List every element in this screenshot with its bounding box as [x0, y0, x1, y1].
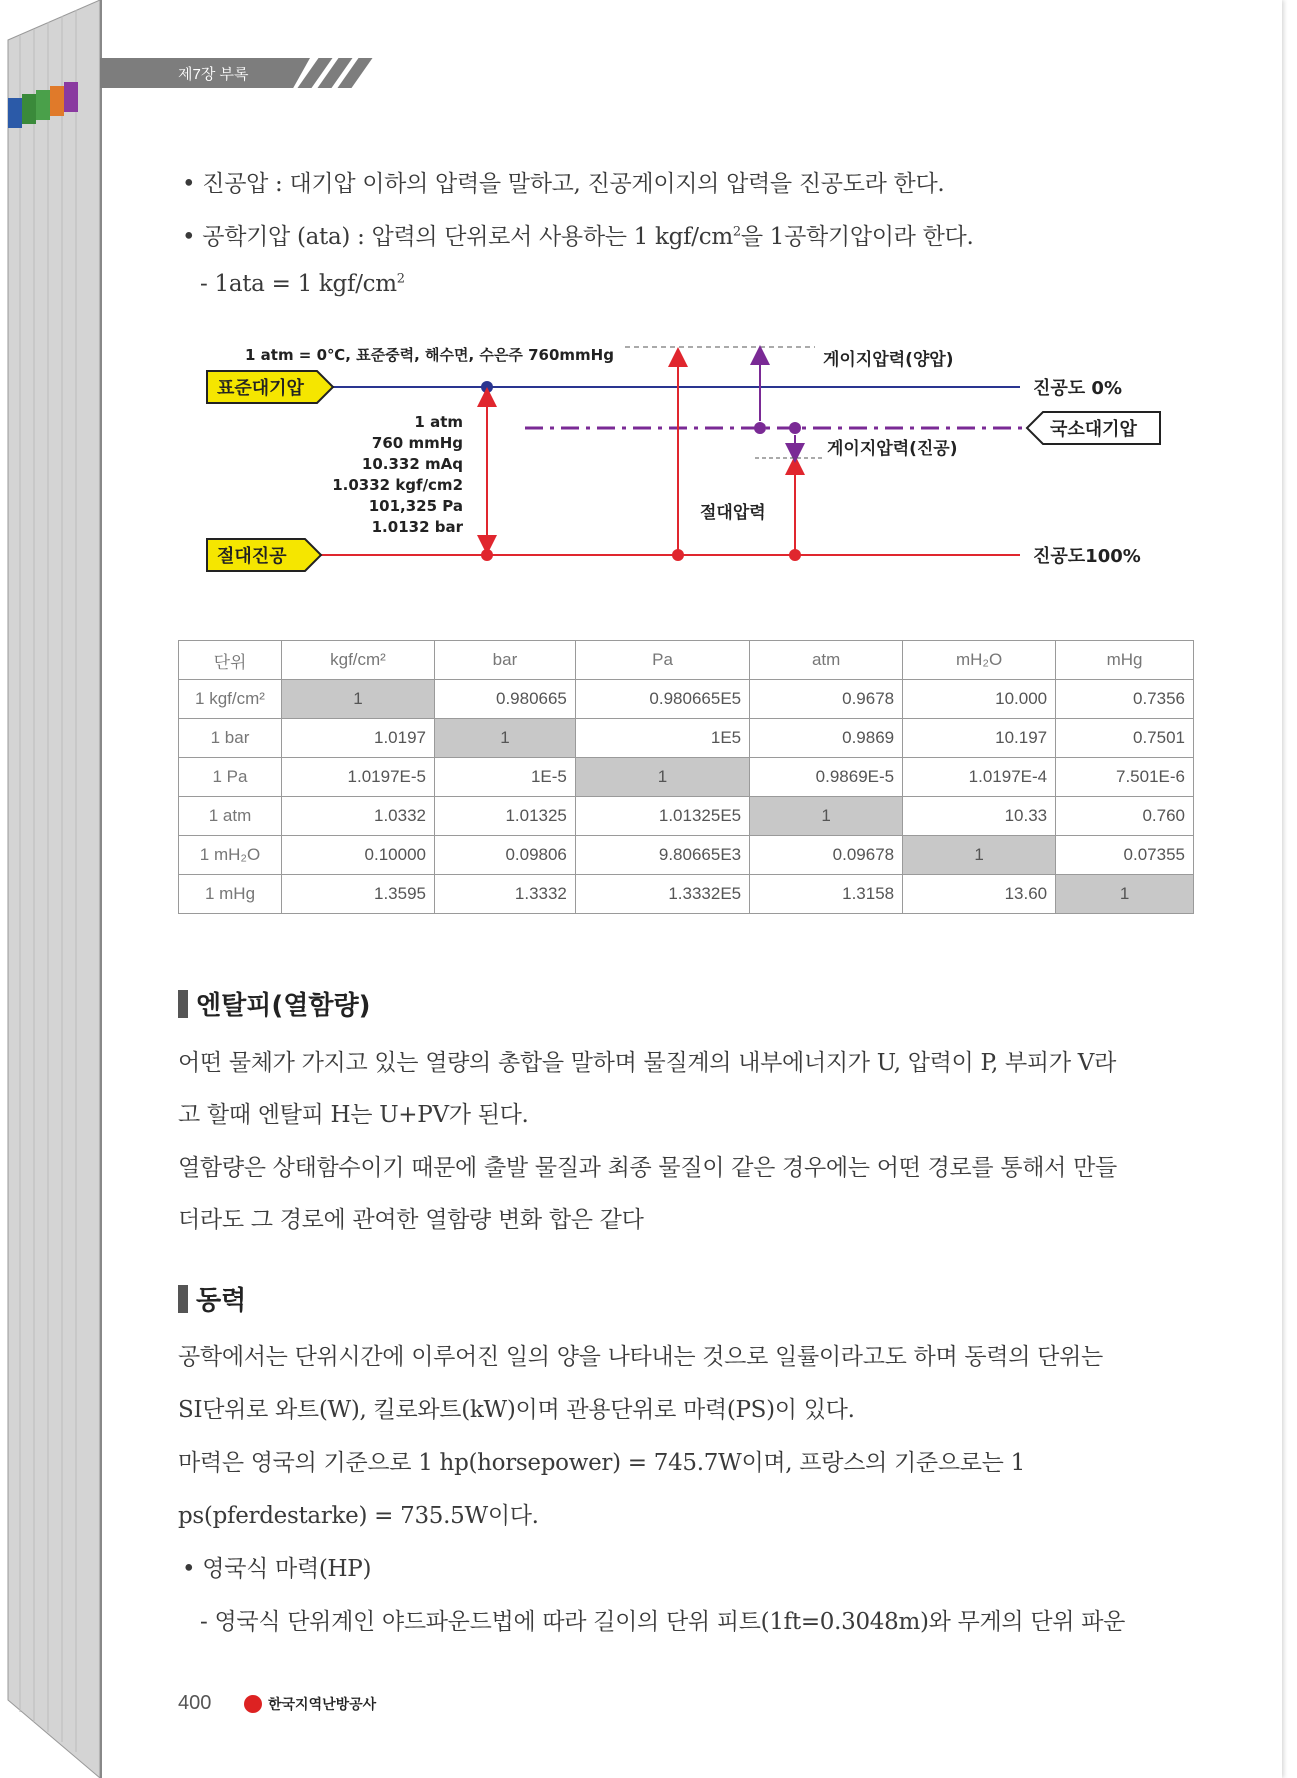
- heading-bar: [178, 1285, 188, 1313]
- table-row-header: 1 kgf/cm²: [179, 680, 282, 719]
- gauge-vacuum-label: 게이지압력(진공): [827, 439, 958, 459]
- diagram-top-note: 1 atm = 0℃, 표준중력, 해수면, 수은주 760mmHg: [245, 346, 614, 364]
- local-atm-label: 국소대기압: [1050, 419, 1137, 440]
- table-cell: 0.9869: [750, 719, 903, 758]
- equivalent-kgfcm2: 1.0332 kgf/cm2: [332, 476, 463, 494]
- table-cell: 1.3158: [750, 875, 903, 914]
- table-cell: 1.01325: [435, 797, 576, 836]
- table-row: [179, 875, 1194, 914]
- table-cell: 1: [1056, 875, 1194, 914]
- table-header: kgf/cm²: [282, 641, 435, 680]
- absolute-pressure-label: 절대압력: [700, 503, 766, 523]
- table-cell: 1.0197E-4: [903, 758, 1056, 797]
- bullet-vacuum-pressure: • 진공압 : 대기압 이하의 압력을 말하고, 진공게이지의 압력을 진공도라 한다.: [182, 171, 945, 197]
- vacuum-100-label: 진공도100%: [1033, 546, 1141, 567]
- table-cell: 1E5: [575, 719, 749, 758]
- table-cell: 13.60: [903, 875, 1056, 914]
- enthalpy-heading: [178, 985, 370, 1022]
- table-row-header: 1 bar: [179, 719, 282, 758]
- enthalpy-line-3: 열함량은 상태함수이기 때문에 출발 물질과 최종 물질이 같은 경우에는 어떤 경로를 통해서 만들: [178, 1155, 1117, 1181]
- table-cell: 0.09678: [750, 836, 903, 875]
- org-name: 한국지역난방공사: [268, 1697, 377, 1713]
- table-cell: 1.0197: [282, 719, 435, 758]
- table-header-row: [179, 641, 1194, 680]
- table-row: [179, 836, 1194, 875]
- logo-icon: [244, 1695, 262, 1713]
- heading-bar: [178, 990, 188, 1018]
- org-logo: [244, 1694, 376, 1714]
- table-cell: 1.3332E5: [575, 875, 749, 914]
- enthalpy-line-4: 더라도 그 경로에 관여한 열함량 변화 합은 같다: [178, 1207, 644, 1233]
- power-line-2: SI단위로 와트(W), 킬로와트(kW)이며 관용단위로 마력(PS)이 있다.: [178, 1397, 855, 1423]
- table-cell: 1E-5: [435, 758, 576, 797]
- equivalent-mmHg: 760 mmHg: [371, 434, 463, 452]
- table-cell: 1.3595: [282, 875, 435, 914]
- ata-definition-text: - 1ata = 1 kgf/cm: [200, 271, 397, 297]
- table-row-header: 1 mHg: [179, 875, 282, 914]
- page-number: 400: [178, 1692, 212, 1714]
- local-atm-point: [754, 422, 766, 434]
- table-cell: 0.980665E5: [575, 680, 749, 719]
- enthalpy-line-2: 고 할때 엔탈피 H는 U+PV가 된다.: [178, 1102, 529, 1128]
- local-atm-point: [789, 422, 801, 434]
- table-cell: 10.000: [903, 680, 1056, 719]
- equivalent-bar: 1.0132 bar: [371, 518, 463, 536]
- table-cell: 0.09806: [435, 836, 576, 875]
- vacuum-0-label: 진공도 0%: [1033, 378, 1122, 399]
- table-cell: 1.0197E-5: [282, 758, 435, 797]
- absolute-vacuum-point: [481, 549, 493, 561]
- power-line-1: 공학에서는 단위시간에 이루어진 일의 양을 나타내는 것으로 일률이라고도 하며 동력의 단위는: [178, 1344, 1103, 1370]
- table-cell: 1: [575, 758, 749, 797]
- table-row-header: 1 atm: [179, 797, 282, 836]
- table-header: bar: [435, 641, 576, 680]
- absolute-vacuum-label: 절대진공: [217, 546, 287, 567]
- power-line-3: 마력은 영국의 기준으로 1 hp(horsepower) = 745.7W이며, 프랑스의 기준으로는 1: [178, 1450, 1025, 1476]
- ata-definition: [200, 271, 405, 297]
- table-header: Pa: [575, 641, 749, 680]
- bullet-engineering-atm-pre: • 공학기압 (ata) : 압력의 단위로서 사용하는 1 kgf/cm: [182, 224, 733, 250]
- power-heading: [178, 1280, 246, 1317]
- standard-atm-point: [481, 381, 493, 393]
- superscript: 2: [732, 224, 741, 240]
- table-cell: 0.7356: [1056, 680, 1194, 719]
- table-cell: 1.0332: [282, 797, 435, 836]
- superscript: 2: [396, 271, 405, 287]
- table-header: mH₂O: [903, 641, 1056, 680]
- one-atm-equivalents: [332, 413, 463, 536]
- table-cell: 0.07355: [1056, 836, 1194, 875]
- table-cell: 0.980665: [435, 680, 576, 719]
- table-cell: 10.197: [903, 719, 1056, 758]
- table-cell: 9.80665E3: [575, 836, 749, 875]
- equivalent-1atm: 1 atm: [414, 413, 463, 431]
- table-row: [179, 797, 1194, 836]
- unit-conversion-table: [178, 640, 1194, 914]
- table-row: [179, 719, 1194, 758]
- table-cell: 1: [903, 836, 1056, 875]
- table-cell: 1.3332: [435, 875, 576, 914]
- table-cell: 1.01325E5: [575, 797, 749, 836]
- table-cell: 1: [750, 797, 903, 836]
- standard-atm-label: 표준대기압: [217, 378, 304, 399]
- table-cell: 0.10000: [282, 836, 435, 875]
- bullet-engineering-atm-post: 을 1공학기압이라 한다.: [740, 224, 974, 250]
- table-cell: 1: [435, 719, 576, 758]
- equivalent-mAq: 10.332 mAq: [361, 455, 463, 473]
- pressure-diagram: [205, 335, 1165, 580]
- table-row: [179, 680, 1194, 719]
- table-row: [179, 758, 1194, 797]
- table-row-header: 1 Pa: [179, 758, 282, 797]
- table-cell: 0.7501: [1056, 719, 1194, 758]
- power-line-4: ps(pferdestarke) = 735.5W이다.: [178, 1503, 539, 1529]
- table-header: mHg: [1056, 641, 1194, 680]
- table-cell: 1: [282, 680, 435, 719]
- table-cell: 7.501E-6: [1056, 758, 1194, 797]
- power-title: 동력: [196, 1286, 247, 1316]
- table-cell: 10.33: [903, 797, 1056, 836]
- table-cell: 0.9869E-5: [750, 758, 903, 797]
- table-header: atm: [750, 641, 903, 680]
- power-bullet-hp: • 영국식 마력(HP): [182, 1556, 372, 1582]
- table-row-header: 1 mH₂O: [179, 836, 282, 875]
- bullet-engineering-atm: [182, 218, 973, 251]
- table-cell: 0.9678: [750, 680, 903, 719]
- book-edge: [0, 0, 102, 1778]
- chapter-label: 제7장 부록: [178, 66, 249, 83]
- equivalent-pa: 101,325 Pa: [368, 497, 463, 515]
- table-header: 단위: [179, 641, 282, 680]
- enthalpy-line-1: 어떤 물체가 가지고 있는 열량의 총합을 말하며 물질계의 내부에너지가 U, 압력이 P, 부피가 V라: [178, 1050, 1117, 1076]
- power-hp-detail: - 영국식 단위계인 야드파운드법에 따라 길이의 단위 피트(1ft=0.3048m)와 무게의 단위 파운: [200, 1609, 1126, 1635]
- enthalpy-title: 엔탈피(열함량): [196, 991, 371, 1021]
- table-cell: 0.760: [1056, 797, 1194, 836]
- gauge-positive-label: 게이지압력(양압): [823, 350, 954, 370]
